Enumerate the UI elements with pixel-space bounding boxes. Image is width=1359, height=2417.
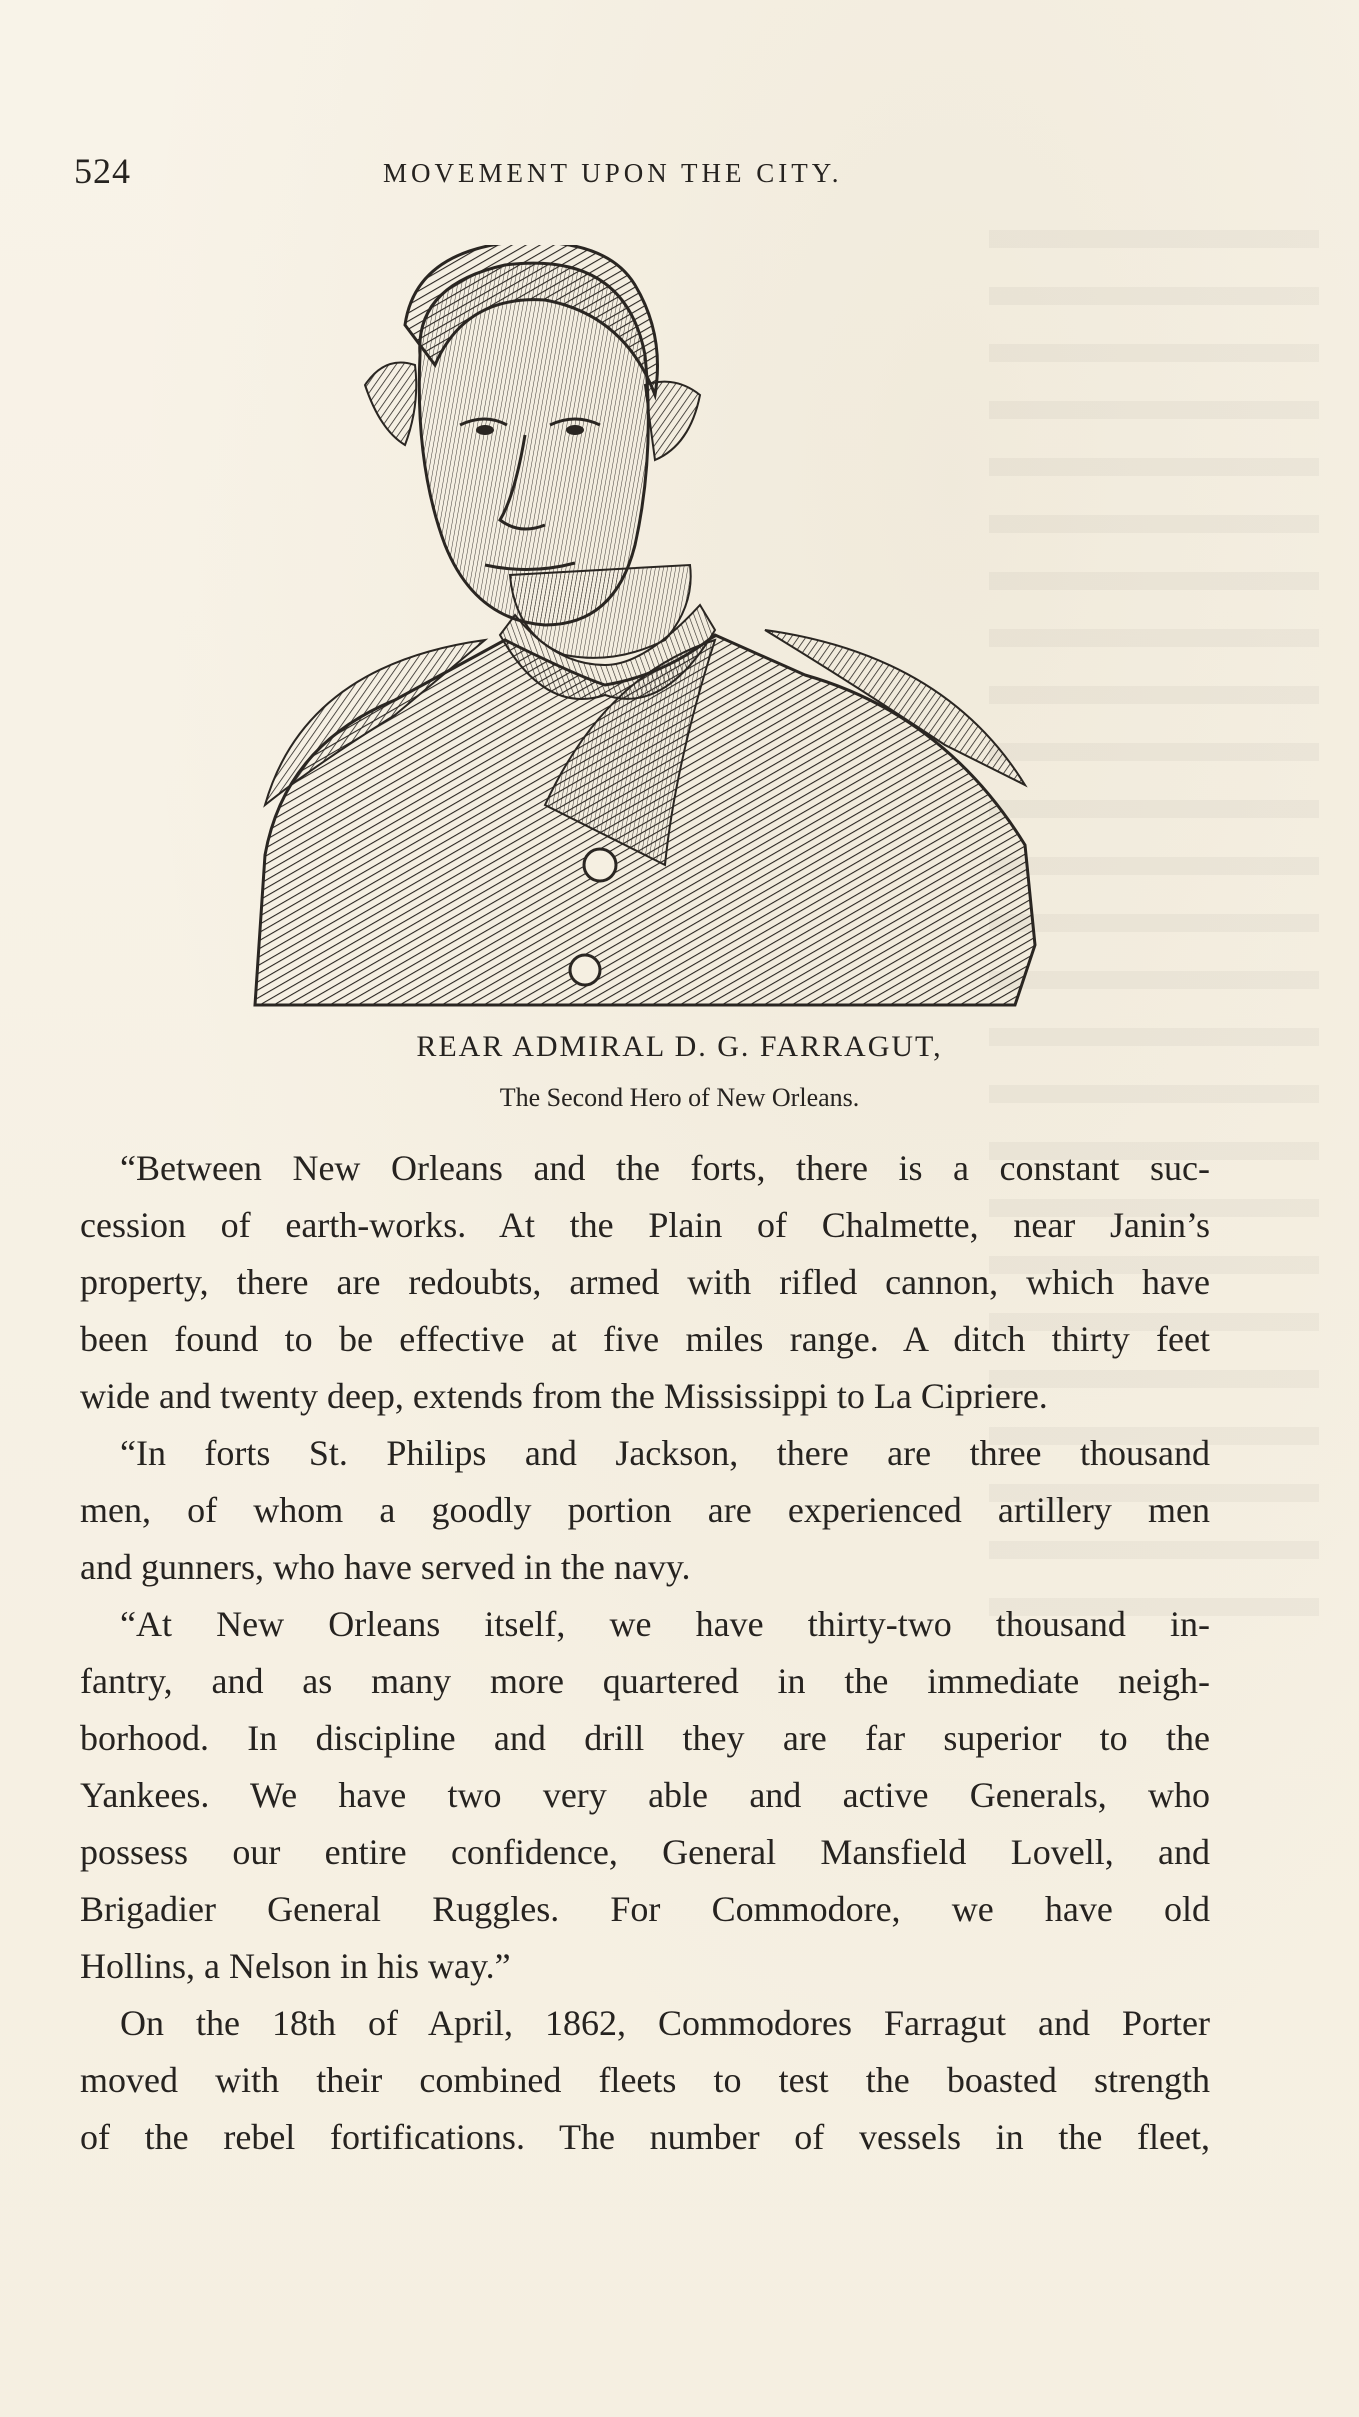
text-line: of the rebel fortifications. The number of vessels in the fleet, — [80, 2117, 1210, 2157]
figure-caption-title: REAR ADMIRAL D. G. FARRAGUT, — [416, 1030, 943, 1063]
text-line: wide and twenty deep, extends from the Mississippi to La Cipriere. — [80, 1376, 1048, 1416]
paragraph — [80, 1140, 1210, 1425]
engraved-portrait-icon — [245, 245, 1045, 1010]
text-line: moved with their combined fleets to test the boasted strength — [80, 2060, 1210, 2100]
text-line: “Between New Orleans and the forts, there is a constant suc- — [120, 1148, 1210, 1188]
paragraph — [80, 1425, 1210, 1596]
running-head: MOVEMENT UPON THE CITY. — [383, 158, 843, 188]
text-line: borhood. In discipline and drill they are far superior to the — [80, 1718, 1210, 1758]
text-line: fantry, and as many more quartered in the immediate neigh- — [80, 1661, 1210, 1701]
text-line: Hollins, a Nelson in his way.” — [80, 1946, 511, 1986]
text-line: “In forts St. Philips and Jackson, there are three thousand — [120, 1433, 1210, 1473]
text-line: Yankees. We have two very able and active Generals, who — [80, 1775, 1210, 1815]
text-line: property, there are redoubts, armed with rifled cannon, which have — [80, 1262, 1210, 1302]
text-line: possess our entire confidence, General Mansfield Lovell, and — [80, 1832, 1210, 1872]
text-line: been found to be effective at five miles range. A ditch thirty feet — [80, 1319, 1210, 1359]
text-line: and gunners, who have served in the navy. — [80, 1547, 691, 1587]
text-line: On the 18th of April, 1862, Commodores Farragut and Porter — [120, 2003, 1210, 2043]
text-line: men, of whom a goodly portion are experienced artillery men — [80, 1490, 1210, 1530]
paragraph — [80, 1995, 1210, 2166]
text-line: “At New Orleans itself, we have thirty-two thousand in- — [120, 1604, 1210, 1644]
paragraph — [80, 1596, 1210, 1995]
text-line: Brigadier General Ruggles. For Commodore, we have old — [80, 1889, 1210, 1929]
page-number: 524 — [74, 151, 131, 191]
figure-caption-subtitle: The Second Hero of New Orleans. — [499, 1083, 860, 1112]
body-text — [80, 1140, 1210, 2166]
text-line: cession of earth-works. At the Plain of Chalmette, near Janin’s — [80, 1205, 1210, 1245]
